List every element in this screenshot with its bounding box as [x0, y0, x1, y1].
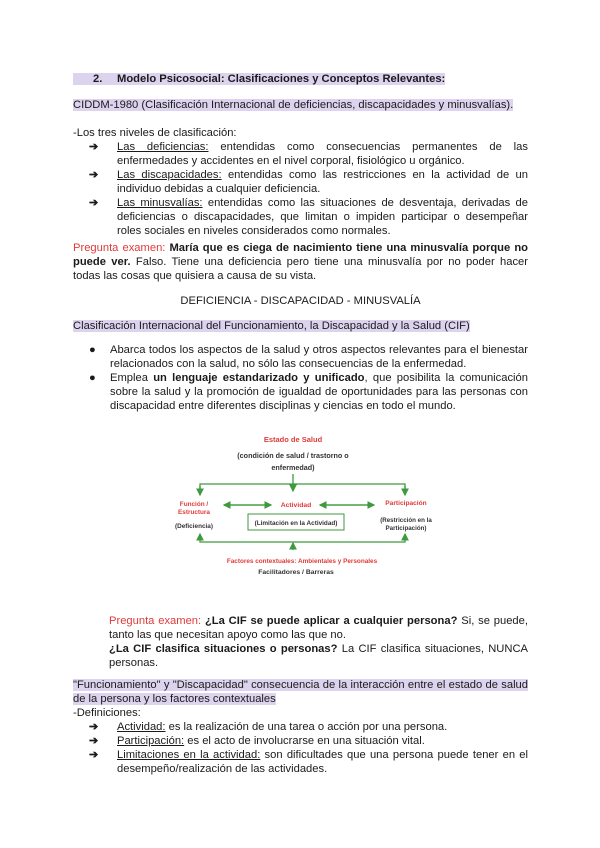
cif-heading-text: Clasificación Internacional del Funcionamiento, la Discapacidad y la Salud (CIF)	[73, 320, 470, 332]
exam-question-1	[73, 241, 528, 283]
definitions-list	[73, 720, 528, 776]
def-term: Actividad:	[117, 721, 166, 733]
exam-question-2	[109, 614, 528, 670]
part-sub-2: Participación)	[385, 525, 427, 532]
levels-list	[73, 140, 528, 238]
ciddm-heading	[73, 98, 528, 112]
exam-question: María que es ciega de nacimiento tiene una minusvalía porque no puede ver.	[73, 242, 528, 268]
exam-label: Pregunta examen:	[109, 615, 202, 627]
functioning-heading	[73, 678, 528, 706]
level-text: entendidas como consecuencias permanentes de las enfermedades y accidentes en el nivel corporal, fisiológico u orgánico.	[117, 141, 528, 167]
def-term: Limitaciones en la actividad:	[117, 749, 261, 761]
health-title: Estado de Salud	[263, 435, 323, 444]
bullet-text-post: , que posibilita la comunicación sobre la salud y la promoción de igualdad de oportunidades para las personas con discapacidad entre diferentes disciplinas y ciencias en todo el mundo.	[110, 372, 528, 412]
def-text: es la realización de una tarea o acción por una persona.	[165, 721, 448, 733]
ciddm-levels-block	[73, 126, 528, 238]
level-text: entendidas como las situaciones de desventaja, derivadas de deficiencias o discapacidades, que limitan o impiden participar o desempeñar roles sociales en niveles considerados como normales.	[117, 197, 528, 237]
act-sub: (Limitación en la Actividad)	[254, 520, 338, 527]
bottom-bracket	[200, 535, 405, 542]
functioning-heading-text: "Funcionamiento" y "Discapacidad" consecuencia de la interacción entre el estado de salud de la persona y los factores contextuales	[73, 679, 528, 705]
part-title: Participación	[385, 500, 427, 507]
bullet-icon: ●	[89, 372, 96, 384]
exam2-line-2	[109, 642, 528, 670]
arrow-icon: ➔	[89, 141, 99, 153]
list-item	[73, 748, 528, 776]
exam-question: ¿La CIF se puede aplicar a cualquier persona?	[201, 615, 458, 627]
bullet-text-bold: un lenguaje estandarizado y unificado	[153, 372, 365, 384]
arrow-icon: ➔	[89, 721, 99, 733]
top-bracket	[200, 484, 405, 494]
levels-intro: -Los tres niveles de clasificación:	[73, 127, 237, 139]
health-sub-1: (condición de salud / trastorno o	[237, 451, 349, 460]
func-sub: (Deficiencia)	[174, 523, 214, 530]
section-title	[73, 72, 528, 86]
sequence-line: DEFICIENCIA - DISCAPACIDAD - MINUSVALÍA	[180, 295, 421, 307]
def-term: Participación:	[117, 735, 185, 747]
part-sub-1: (Restricción en la	[380, 517, 432, 524]
level-term: Las deficiencias:	[117, 141, 209, 153]
section-title-text: Modelo Psicosocial: Clasificaciones y Conceptos Relevantes:	[117, 73, 446, 85]
list-item	[73, 140, 528, 168]
context-sub: Facilitadores / Barreras	[258, 569, 334, 576]
defs-intro: -Definiciones:	[73, 707, 141, 719]
ciddm-heading-text: CIDDM-1980 (Clasificación Internacional de deficiencias, discapacidades y minusvalías).	[73, 99, 514, 111]
exam-answer: Falso. Tiene una deficiencia pero tiene una minusvalía por no poder hacer todas las cosas que quisiera a causa de su vista.	[73, 256, 528, 282]
func-title-1: Función /	[179, 501, 209, 508]
cif-bullets-block	[73, 343, 528, 413]
func-title-2: Estructura	[178, 509, 210, 516]
def-text: son dificultades que una persona puede tener en el desempeño/realización de las actividades.	[117, 749, 528, 775]
exam-answer: Si, se puede, tanto las que necesitan apoyo como las que no.	[109, 615, 528, 641]
bullet-text-pre: Emplea	[110, 372, 154, 384]
cif-bullet-list	[73, 343, 528, 413]
section-number: 2.	[93, 73, 103, 85]
exam2-line-1	[109, 614, 528, 642]
health-sub-2: enfermedad)	[271, 463, 315, 472]
exam-question: ¿La CIF clasifica situaciones o personas?	[109, 643, 338, 655]
list-item	[73, 343, 528, 371]
cif-diagram	[160, 432, 450, 582]
exam-label: Pregunta examen:	[73, 242, 166, 254]
level-text: entendidas como las restricciones en la actividad de un individuo debidas a cualquier deficiencia.	[117, 169, 528, 195]
definitions-block	[73, 706, 528, 776]
level-term: Las minusvalías:	[117, 197, 203, 209]
arrow-icon: ➔	[89, 169, 99, 181]
bullet-text: Abarca todos los aspectos de la salud y otros aspectos relevantes para el bienestar relacionados con la salud, no sólo las consecuencias de la enfermedad.	[110, 344, 528, 370]
level-term: Las discapacidades:	[117, 169, 222, 181]
arrow-icon: ➔	[89, 749, 99, 761]
list-item	[73, 196, 528, 238]
cif-heading	[73, 319, 528, 333]
act-title: Actividad	[280, 502, 312, 509]
def-text: es el acto de involucrarse en una situación vital.	[184, 735, 425, 747]
list-item	[73, 720, 528, 734]
bullet-icon: ●	[89, 344, 96, 356]
list-item	[73, 168, 528, 196]
arrow-icon: ➔	[89, 197, 99, 209]
list-item	[73, 371, 528, 413]
list-item	[73, 734, 528, 748]
section-title-highlight	[73, 73, 445, 85]
exam-answer: La CIF clasifica situaciones, NUNCA personas.	[109, 643, 529, 669]
arrow-icon: ➔	[89, 735, 99, 747]
context-title: Factores contextuales: Ambientales y Personales	[226, 558, 378, 565]
